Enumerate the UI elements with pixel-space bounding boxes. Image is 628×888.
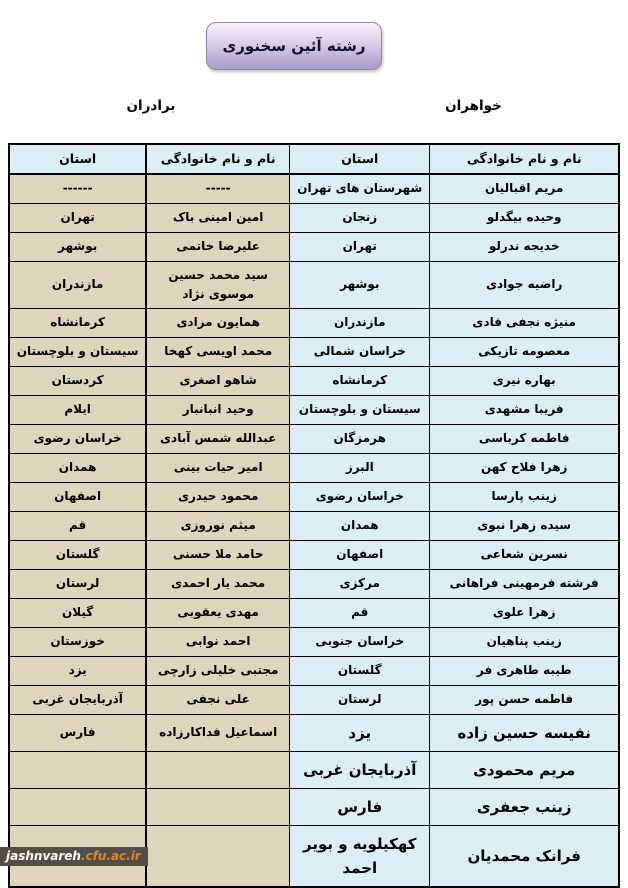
table-row (9, 685, 619, 714)
sister-name-cell: سیده زهرا نبوی (430, 511, 619, 540)
brother-province-cell (9, 788, 146, 825)
sister-name-cell: مریم محمودی (430, 751, 619, 788)
brother-name-cell: اسماعیل فداکارزاده (146, 714, 289, 751)
sister-name-cell: وحیده بیگدلو (430, 203, 619, 232)
sister-province-cell: زنجان (290, 203, 430, 232)
brother-province-cell: سیستان و بلوچستان (9, 337, 146, 366)
sister-name-cell: نفیسه حسین زاده (430, 714, 619, 751)
sister-name-cell: خدیجه ندرلو (430, 232, 619, 261)
brother-name-cell (146, 788, 289, 825)
sister-province-cell: سیستان و بلوچستان (290, 395, 430, 424)
brother-province-cell: بوشهر (9, 232, 146, 261)
watermark (0, 847, 148, 866)
brother-province-cell: قم (9, 511, 146, 540)
page-title-badge (206, 22, 382, 70)
sister-province-cell: لرستان (290, 685, 430, 714)
sister-name-cell: طیبه طاهری فر (430, 656, 619, 685)
table-row (9, 424, 619, 453)
table-row (9, 308, 619, 337)
brother-province-cell: فارس (9, 714, 146, 751)
sister-name-cell: معصومه تازیکی (430, 337, 619, 366)
table-row (9, 482, 619, 511)
sister-province-cell: خراسان شمالی (290, 337, 430, 366)
brother-province-cell: خراسان رضوی (9, 424, 146, 453)
brother-province-cell: گیلان (9, 598, 146, 627)
brother-name-cell: امین امینی باک (146, 203, 289, 232)
sister-name-cell: زینب پناهیان (430, 627, 619, 656)
table-row (9, 627, 619, 656)
sister-name-cell: مریم اقبالیان (430, 174, 619, 203)
brother-name-cell: مجتبی خلیلی زارچی (146, 656, 289, 685)
brother-province-cell: ایلام (9, 395, 146, 424)
brother-name-cell: سید محمد حسین موسوی نژاد (146, 261, 289, 308)
table-row (9, 569, 619, 598)
sister-province-cell: گلستان (290, 656, 430, 685)
sister-name-cell: فرانک محمدیان (430, 825, 619, 887)
header-sister-province: استان (290, 144, 430, 174)
sister-province-cell: بوشهر (290, 261, 430, 308)
brother-province-cell: گلستان (9, 540, 146, 569)
brother-province-cell: مازندران (9, 261, 146, 308)
table-row (9, 203, 619, 232)
brother-province-cell: خوزستان (9, 627, 146, 656)
header-brother-province: استان (9, 144, 146, 174)
sister-name-cell: فاطمه حسن پور (430, 685, 619, 714)
brother-name-cell: حامد ملا حسنی (146, 540, 289, 569)
brother-province-cell (9, 751, 146, 788)
sister-name-cell: فریبا مشهدی (430, 395, 619, 424)
table-row (9, 395, 619, 424)
sister-province-cell: فارس (290, 788, 430, 825)
brother-province-cell: کردستان (9, 366, 146, 395)
brother-province-cell: همدان (9, 453, 146, 482)
sister-province-cell: یزد (290, 714, 430, 751)
table-row (9, 540, 619, 569)
watermark-site-domain: .cfu.ac.ir (80, 849, 141, 863)
brother-name-cell: مهدی یعقوبی (146, 598, 289, 627)
sister-province-cell: مازندران (290, 308, 430, 337)
table-row (9, 598, 619, 627)
sister-name-cell: فاطمه کرباسی (430, 424, 619, 453)
brother-name-cell: وحید انبانبار (146, 395, 289, 424)
sister-name-cell: بهاره نیری (430, 366, 619, 395)
sister-province-cell: آذربایجان غربی (290, 751, 430, 788)
sister-province-cell: تهران (290, 232, 430, 261)
sister-name-cell: زینب جعفری (430, 788, 619, 825)
table-row (9, 232, 619, 261)
sister-province-cell: هرمزگان (290, 424, 430, 453)
sister-name-cell: نسرین شعاعی (430, 540, 619, 569)
brother-province-cell: آذربایجان غربی (9, 685, 146, 714)
participants-table (8, 143, 620, 888)
brother-province-cell: لرستان (9, 569, 146, 598)
sister-name-cell: فرشته فرمهینی فراهانی (430, 569, 619, 598)
sisters-section-label: خواهران (445, 98, 502, 114)
brother-name-cell: علیرضا خاتمی (146, 232, 289, 261)
brother-name-cell: امیر حیات بینی (146, 453, 289, 482)
table-row (9, 174, 619, 203)
sister-name-cell: راضیه جوادی (430, 261, 619, 308)
brother-name-cell: محمد یار احمدی (146, 569, 289, 598)
sister-name-cell: منیژه نجفی قادی (430, 308, 619, 337)
table-row (9, 788, 619, 825)
table-row (9, 337, 619, 366)
table-row (9, 656, 619, 685)
brother-province-cell: اصفهان (9, 482, 146, 511)
brother-name-cell: میثم نوروزی (146, 511, 289, 540)
brother-name-cell: ----- (146, 174, 289, 203)
brother-name-cell (146, 825, 289, 887)
table-row (9, 511, 619, 540)
brother-province-cell: یزد (9, 656, 146, 685)
table-row (9, 261, 619, 308)
brother-name-cell: علی نجفی (146, 685, 289, 714)
watermark-site-name: jashnvareh (6, 849, 81, 863)
brother-name-cell: محمود حیدری (146, 482, 289, 511)
header-brother-name: نام و نام خانوادگی (146, 144, 289, 174)
table-row (9, 366, 619, 395)
page-title: رشته آئین سخنوری (222, 37, 366, 55)
table-row (9, 751, 619, 788)
sister-province-cell: البرز (290, 453, 430, 482)
table-row (9, 453, 619, 482)
brothers-section-label: برادران (126, 98, 176, 114)
sister-province-cell: کهکیلویه و بویر احمد (290, 825, 430, 887)
sister-name-cell: زهرا علوی (430, 598, 619, 627)
brother-province-cell: تهران (9, 203, 146, 232)
sister-name-cell: زینب پارسا (430, 482, 619, 511)
brother-name-cell: همایون مرادی (146, 308, 289, 337)
brother-name-cell: عبدالله شمس آبادی (146, 424, 289, 453)
brother-name-cell (146, 751, 289, 788)
sister-province-cell: اصفهان (290, 540, 430, 569)
sister-province-cell: مرکزی (290, 569, 430, 598)
brother-name-cell: شاهو اصغری (146, 366, 289, 395)
sister-province-cell: قم (290, 598, 430, 627)
brother-name-cell: محمد اویسی کهخا (146, 337, 289, 366)
sister-province-cell: خراسان جنوبی (290, 627, 430, 656)
sister-province-cell: کرمانشاه (290, 366, 430, 395)
brother-province-cell: کرمانشاه (9, 308, 146, 337)
header-sister-name: نام و نام خانوادگی (430, 144, 619, 174)
sister-province-cell: همدان (290, 511, 430, 540)
table-row (9, 714, 619, 751)
brother-name-cell: احمد نوابی (146, 627, 289, 656)
sister-province-cell: شهرستان های تهران (290, 174, 430, 203)
sister-province-cell: خراسان رضوی (290, 482, 430, 511)
brother-province-cell: ------ (9, 174, 146, 203)
section-labels (0, 98, 628, 114)
sister-name-cell: زهرا فلاح کهن (430, 453, 619, 482)
table-header-row (9, 144, 619, 174)
